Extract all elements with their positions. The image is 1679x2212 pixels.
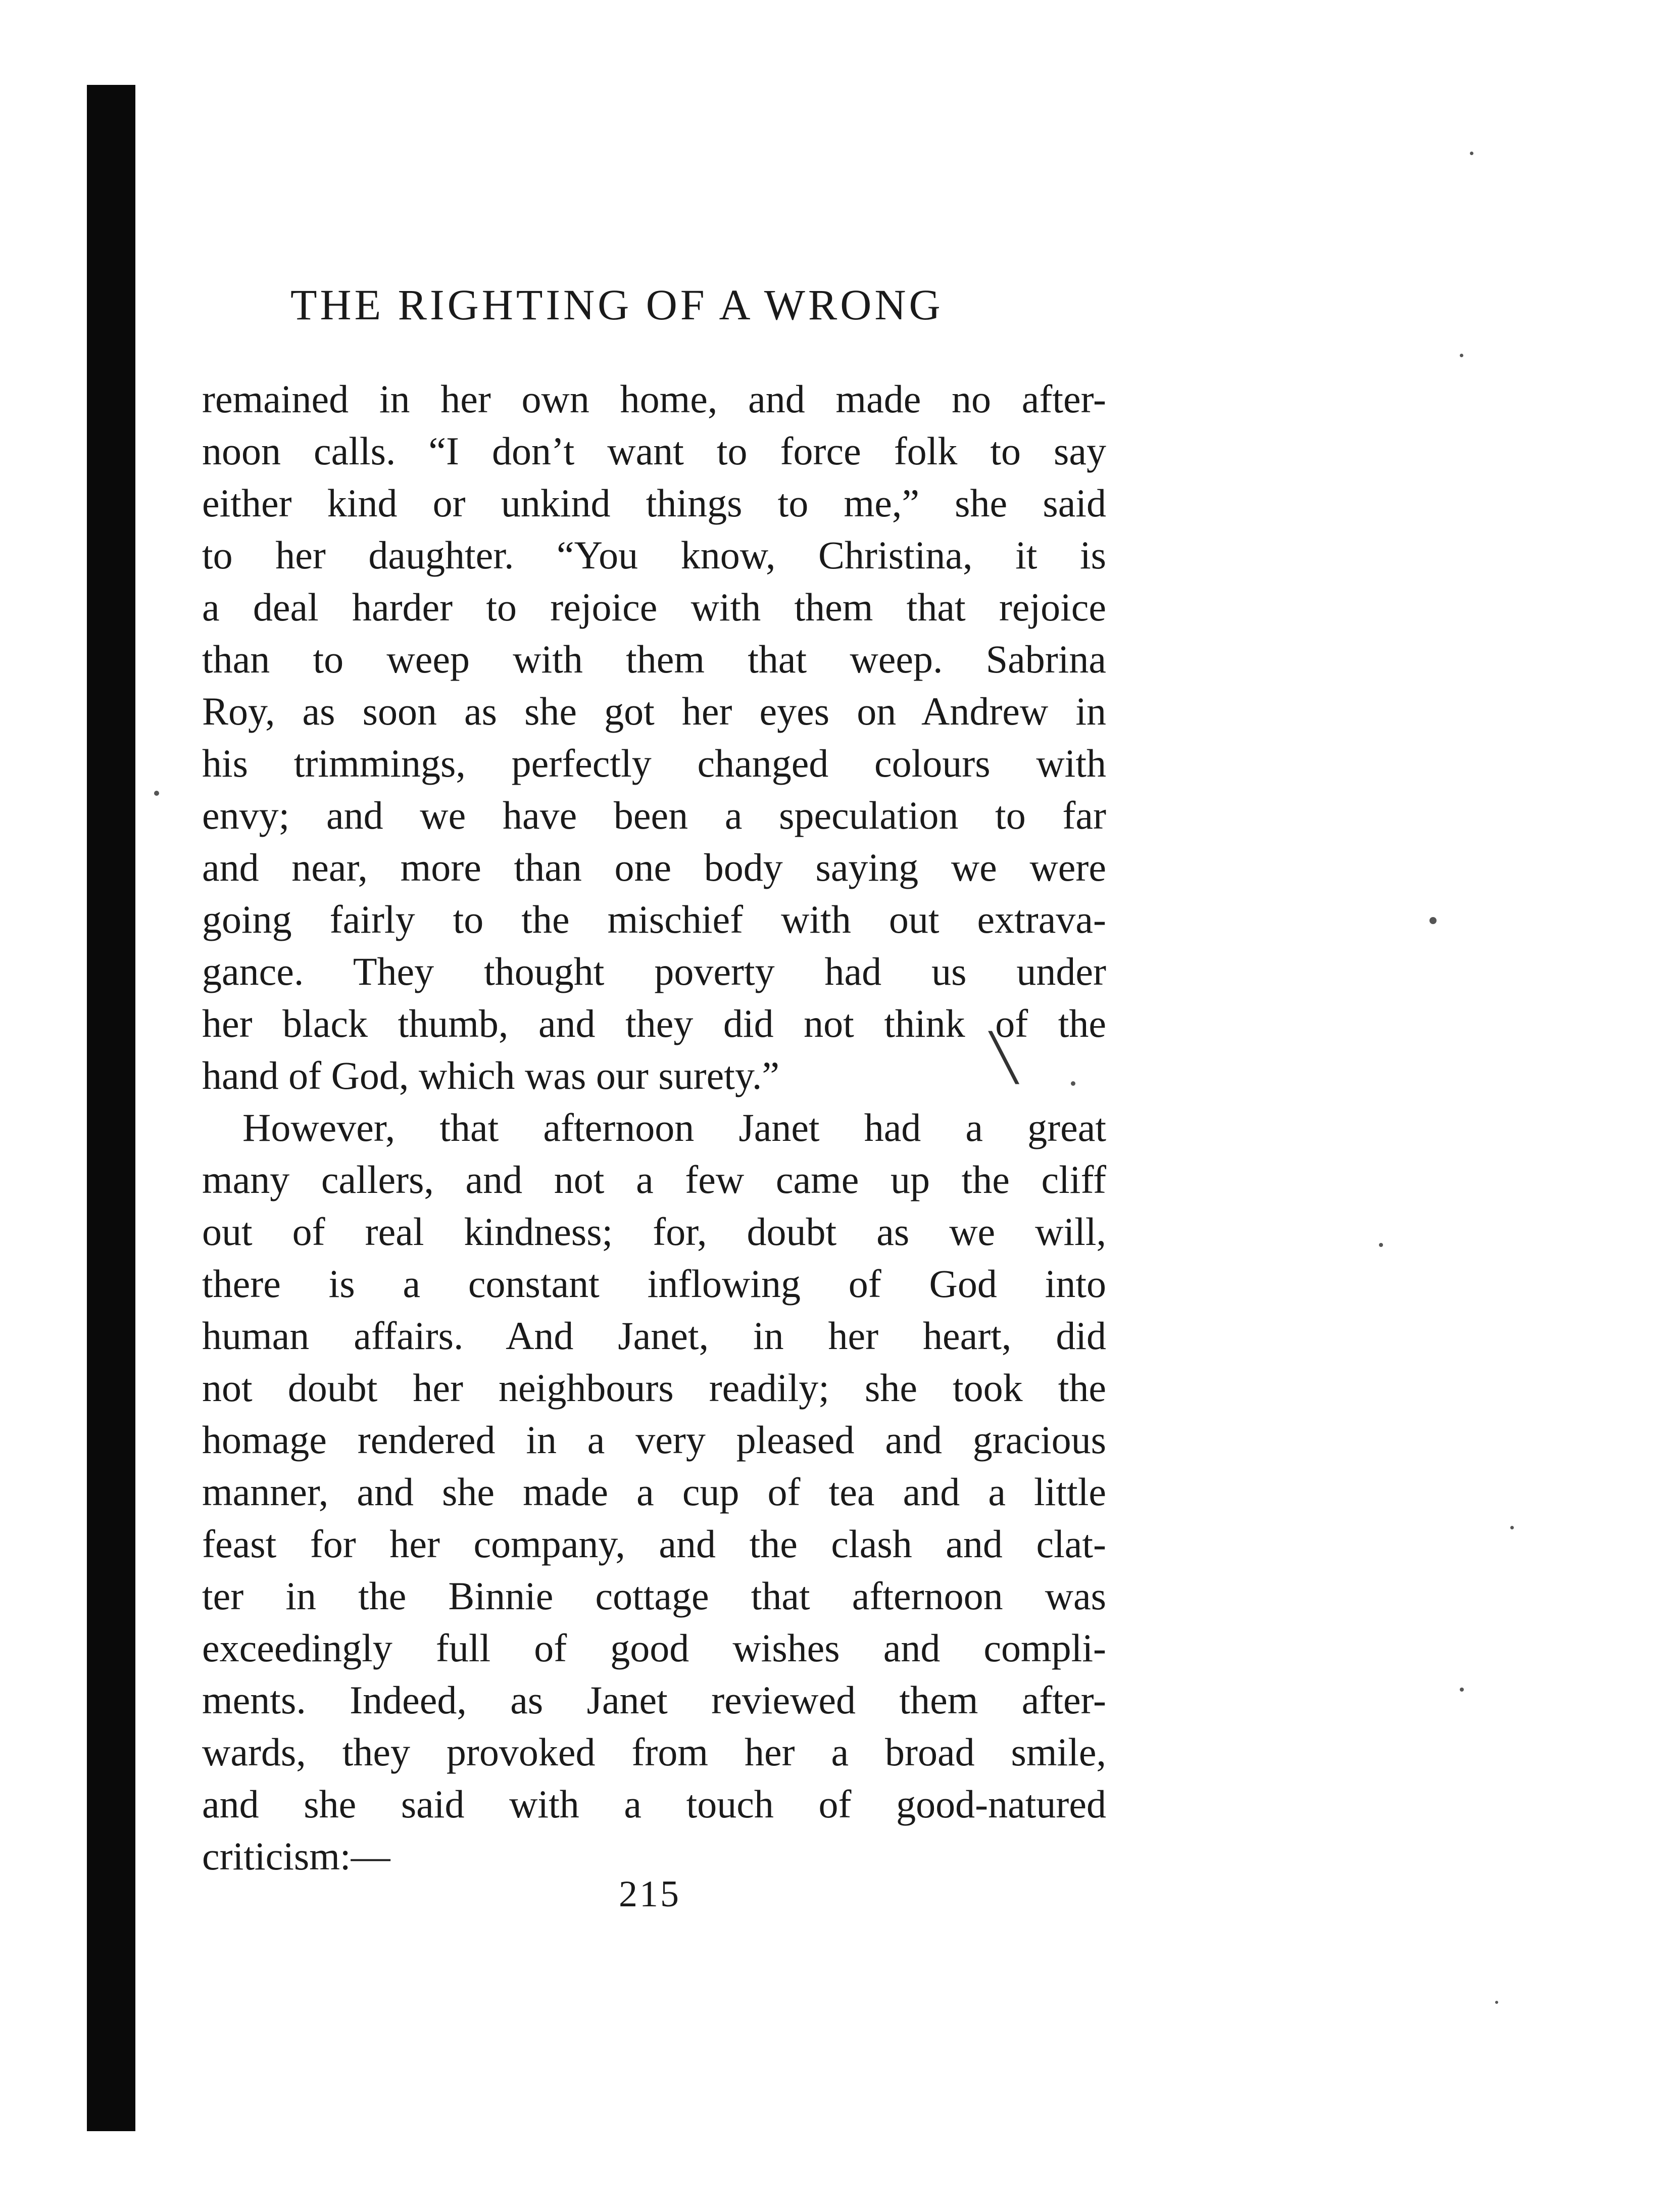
text-line: a deal harder to rejoice with them that rejoice [202, 585, 1106, 629]
scan-speck [1460, 354, 1463, 357]
text-line: exceedingly full of good wishes and compli- [202, 1626, 1106, 1670]
text-line: remained in her own home, and made no after- [202, 377, 1106, 421]
text-line: his trimmings, perfectly changed colours with [202, 741, 1106, 785]
text-line: gance. They thought poverty had us under [202, 949, 1106, 993]
page-number: 215 [619, 1873, 681, 1915]
running-head: THE RIGHTING OF A WRONG [290, 280, 944, 329]
text-line: either kind or unkind things to me,” she said [202, 481, 1106, 525]
scan-speck [1071, 1081, 1075, 1086]
text-line: ments. Indeed, as Janet reviewed them after- [202, 1678, 1106, 1722]
scan-speck [1510, 1526, 1514, 1529]
text-line: criticism:— [202, 1834, 390, 1878]
text-line: ter in the Binnie cottage that afternoon was [202, 1574, 1106, 1618]
text-line: out of real kindness; for, doubt as we will, [202, 1210, 1106, 1254]
text-line: homage rendered in a very pleased and gracious [202, 1418, 1106, 1462]
text-line: many callers, and not a few came up the cliff [202, 1158, 1106, 1201]
scan-speck [1379, 1243, 1383, 1247]
text-line: envy; and we have been a speculation to far [202, 793, 1106, 837]
text-line: manner, and she made a cup of tea and a little [202, 1470, 1106, 1514]
text-line: going fairly to the mischief with out extrava- [202, 897, 1106, 941]
pen-mark-scribble: ╲ [990, 1033, 1018, 1083]
text-line: and she said with a touch of good-natured [202, 1782, 1106, 1826]
text-line: than to weep with them that weep. Sabrina [202, 637, 1106, 681]
scan-speck [154, 791, 159, 796]
text-line: her black thumb, and they did not think of the [202, 1001, 1106, 1045]
scan-speck [1460, 1688, 1464, 1692]
text-line: human affairs. And Janet, in her heart, did [202, 1314, 1106, 1358]
text-line: not doubt her neighbours readily; she took the [202, 1366, 1106, 1410]
text-line: noon calls. “I don’t want to force folk to say [202, 429, 1106, 473]
scan-binding-shadow [87, 85, 135, 2131]
text-line: feast for her company, and the clash and clat- [202, 1522, 1106, 1566]
text-line: there is a constant inflowing of God into [202, 1262, 1106, 1306]
body-text [202, 373, 1106, 1882]
text-line: Roy, as soon as she got her eyes on Andrew in [202, 689, 1106, 733]
text-line: hand of God, which was our surety.” [202, 1053, 779, 1097]
text-line: and near, more than one body saying we were [202, 845, 1106, 889]
text-line: wards, they provoked from her a broad smile, [202, 1730, 1106, 1774]
scan-speck [1495, 2001, 1498, 2004]
scan-speck [1429, 917, 1437, 924]
text-line: to her daughter. “You know, Christina, it is [202, 533, 1106, 577]
scan-speck [1470, 152, 1473, 155]
paragraph-start-line: However, that afternoon Janet had a great [242, 1105, 1106, 1149]
